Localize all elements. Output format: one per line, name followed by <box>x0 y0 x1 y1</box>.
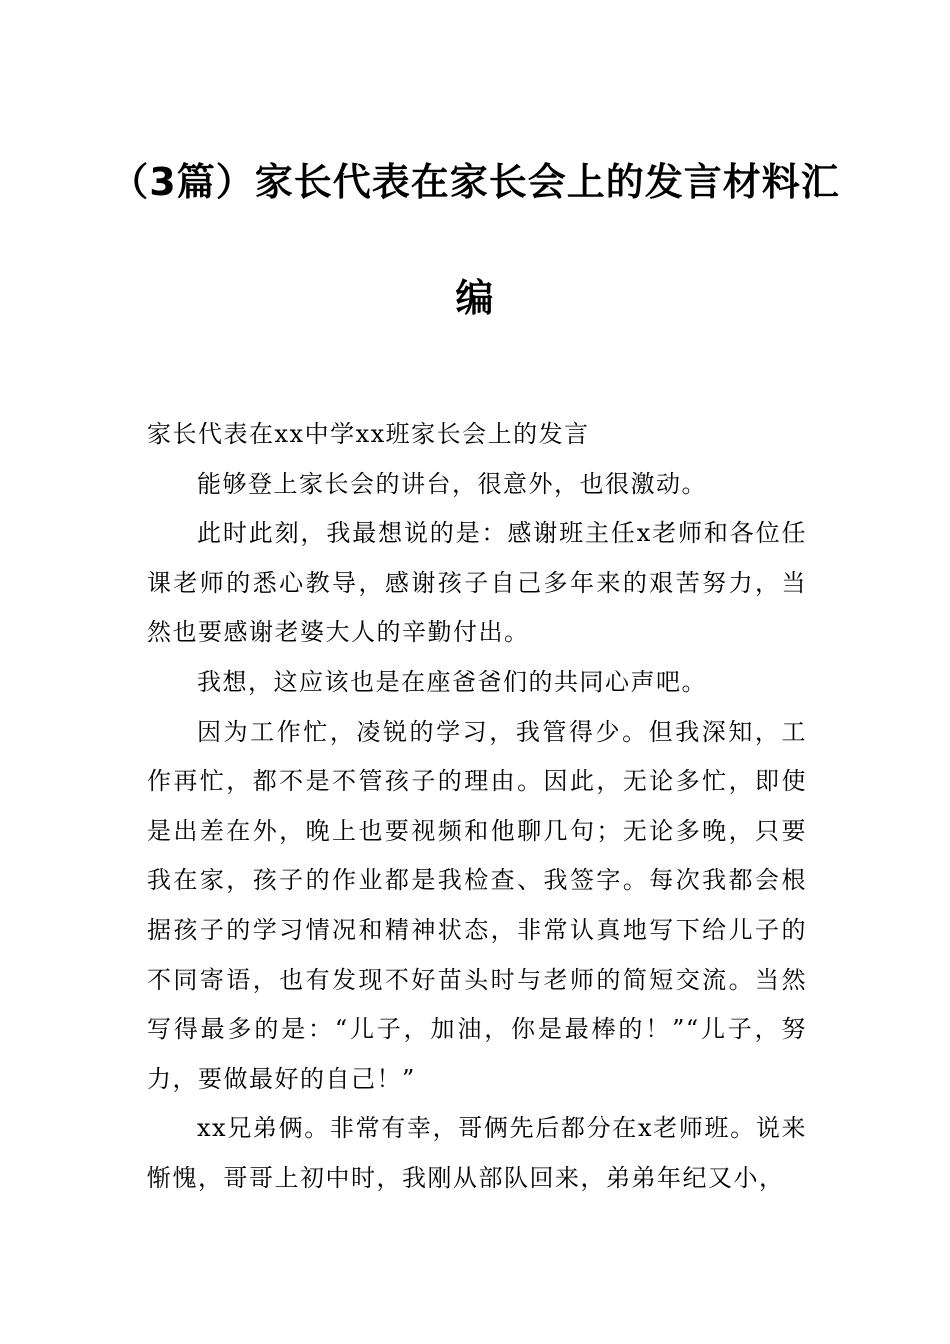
document-title-line-2: 编 <box>455 276 495 320</box>
paragraph-4: 因为工作忙，凌锐的学习，我管得少。但我深知，工作再忙，都不是不管孩子的理由。因此，无论多忙，即使是出差在外，晚上也要视频和他聊几句；无论多晚，只要我在家，孩子的作业都是我检查、我签字。每次我都会根据孩子的学习情况和精神状态，非常认真地写下给儿子的不同寄语，也有发现不好苗头时与老师的简短交流。当然写得最多的是：“儿子，加油，你是最棒的！”“儿子，努力，要做最好的自己！” <box>147 717 807 1093</box>
paragraph-1: 能够登上家长会的讲台，很意外，也很激动。 <box>197 469 707 498</box>
paragraph-3: 我想，这应该也是在座爸爸们的共同心声吧。 <box>197 667 707 696</box>
paragraph-2: 此时此刻，我最想说的是：感谢班主任x老师和各位任课老师的悉心教导，感谢孩子自己多年来的艰苦努力，当然也要感谢老婆大人的辛勤付出。 <box>147 519 807 647</box>
document-body <box>147 410 807 1204</box>
paragraph-5: xx兄弟俩。非常有幸，哥俩先后都分在x老师班。说来惭愧，哥哥上初中时，我刚从部队回来，弟弟年纪又小， <box>147 1114 807 1192</box>
document-title-line-1: （3篇）家长代表在家长会上的发言材料汇 <box>110 160 840 204</box>
speech-subtitle: 家长代表在xx中学xx班家长会上的发言 <box>147 420 590 448</box>
